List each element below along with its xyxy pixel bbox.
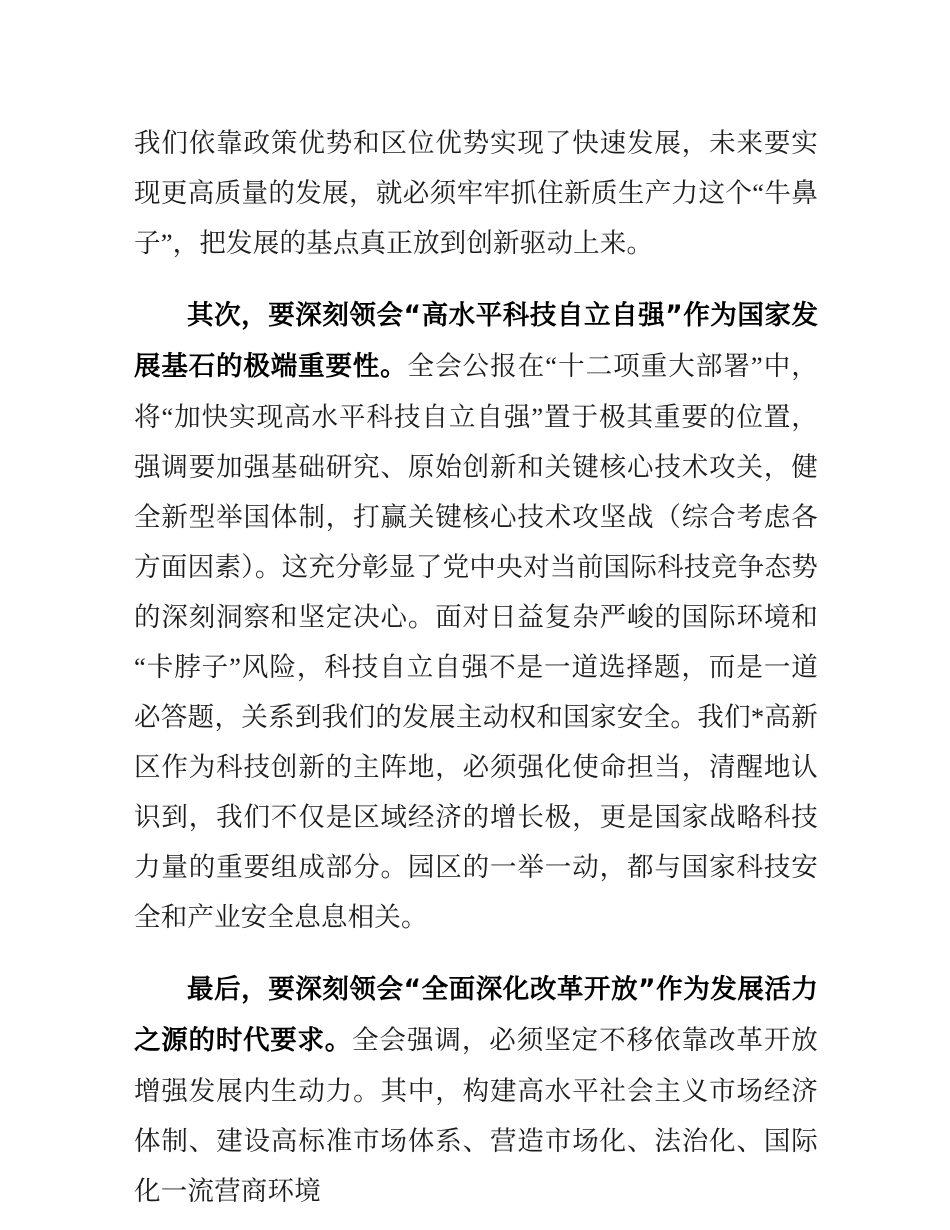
paragraph-lead-in-1-0: 其次，要深刻领会“高水平科技自立自强”作为国家发展基石的极端重要性。 <box>134 300 818 382</box>
document-text-column <box>134 118 818 1216</box>
paragraph-third-point <box>134 964 818 1216</box>
paragraph-lead-in-2-0: 最后，要深刻领会“全面深化改革开放”作为发展活力之源的时代要求。 <box>134 974 818 1056</box>
paragraph-body-text-1-1: 全会公报在“十二项重大部署”中，将“加快实现高水平科技自立自强”置于极其重要的位置，强调要加强基础研究、原始创新和关键核心技术攻关，健全新型举国体制，打赢关键核心技术攻坚战（综合考虑各方面因素）。这充分彰显了党中央对当前国际科技竞争态势的深刻洞察和坚定决心。面对日益复杂严峻的国际环境和“卡脖子”风险，科技自立自强不是一道选择题，而是一道必答题，关系到我们的发展主动权和国家安全。我们*高新区作为科技创新的主阵地，必须强化使命担当，清醒地认识到，我们不仅是区域经济的增长极，更是国家战略科技力量的重要组成部分。园区的一举一动，都与国家科技安全和产业安全息息相关。 <box>134 351 818 932</box>
paragraph-body-text-2-1: 全会强调，必须坚定不移依靠改革开放增强发展内生动力。其中，构建高水平社会主义市场经济体制、建设高标准市场体系、营造市场化、法治化、国际化一流营商环境 <box>134 1025 818 1206</box>
paragraph-second-point <box>134 290 818 942</box>
paragraph-body-text-0-0: 我们依靠政策优势和区位优势实现了快速发展，未来要实现更高质量的发展，就必须牢牢抓住新质生产力这个“牛鼻子”，把发展的基点真正放到创新驱动上来。 <box>134 128 818 258</box>
paragraph-continuation <box>134 118 818 268</box>
